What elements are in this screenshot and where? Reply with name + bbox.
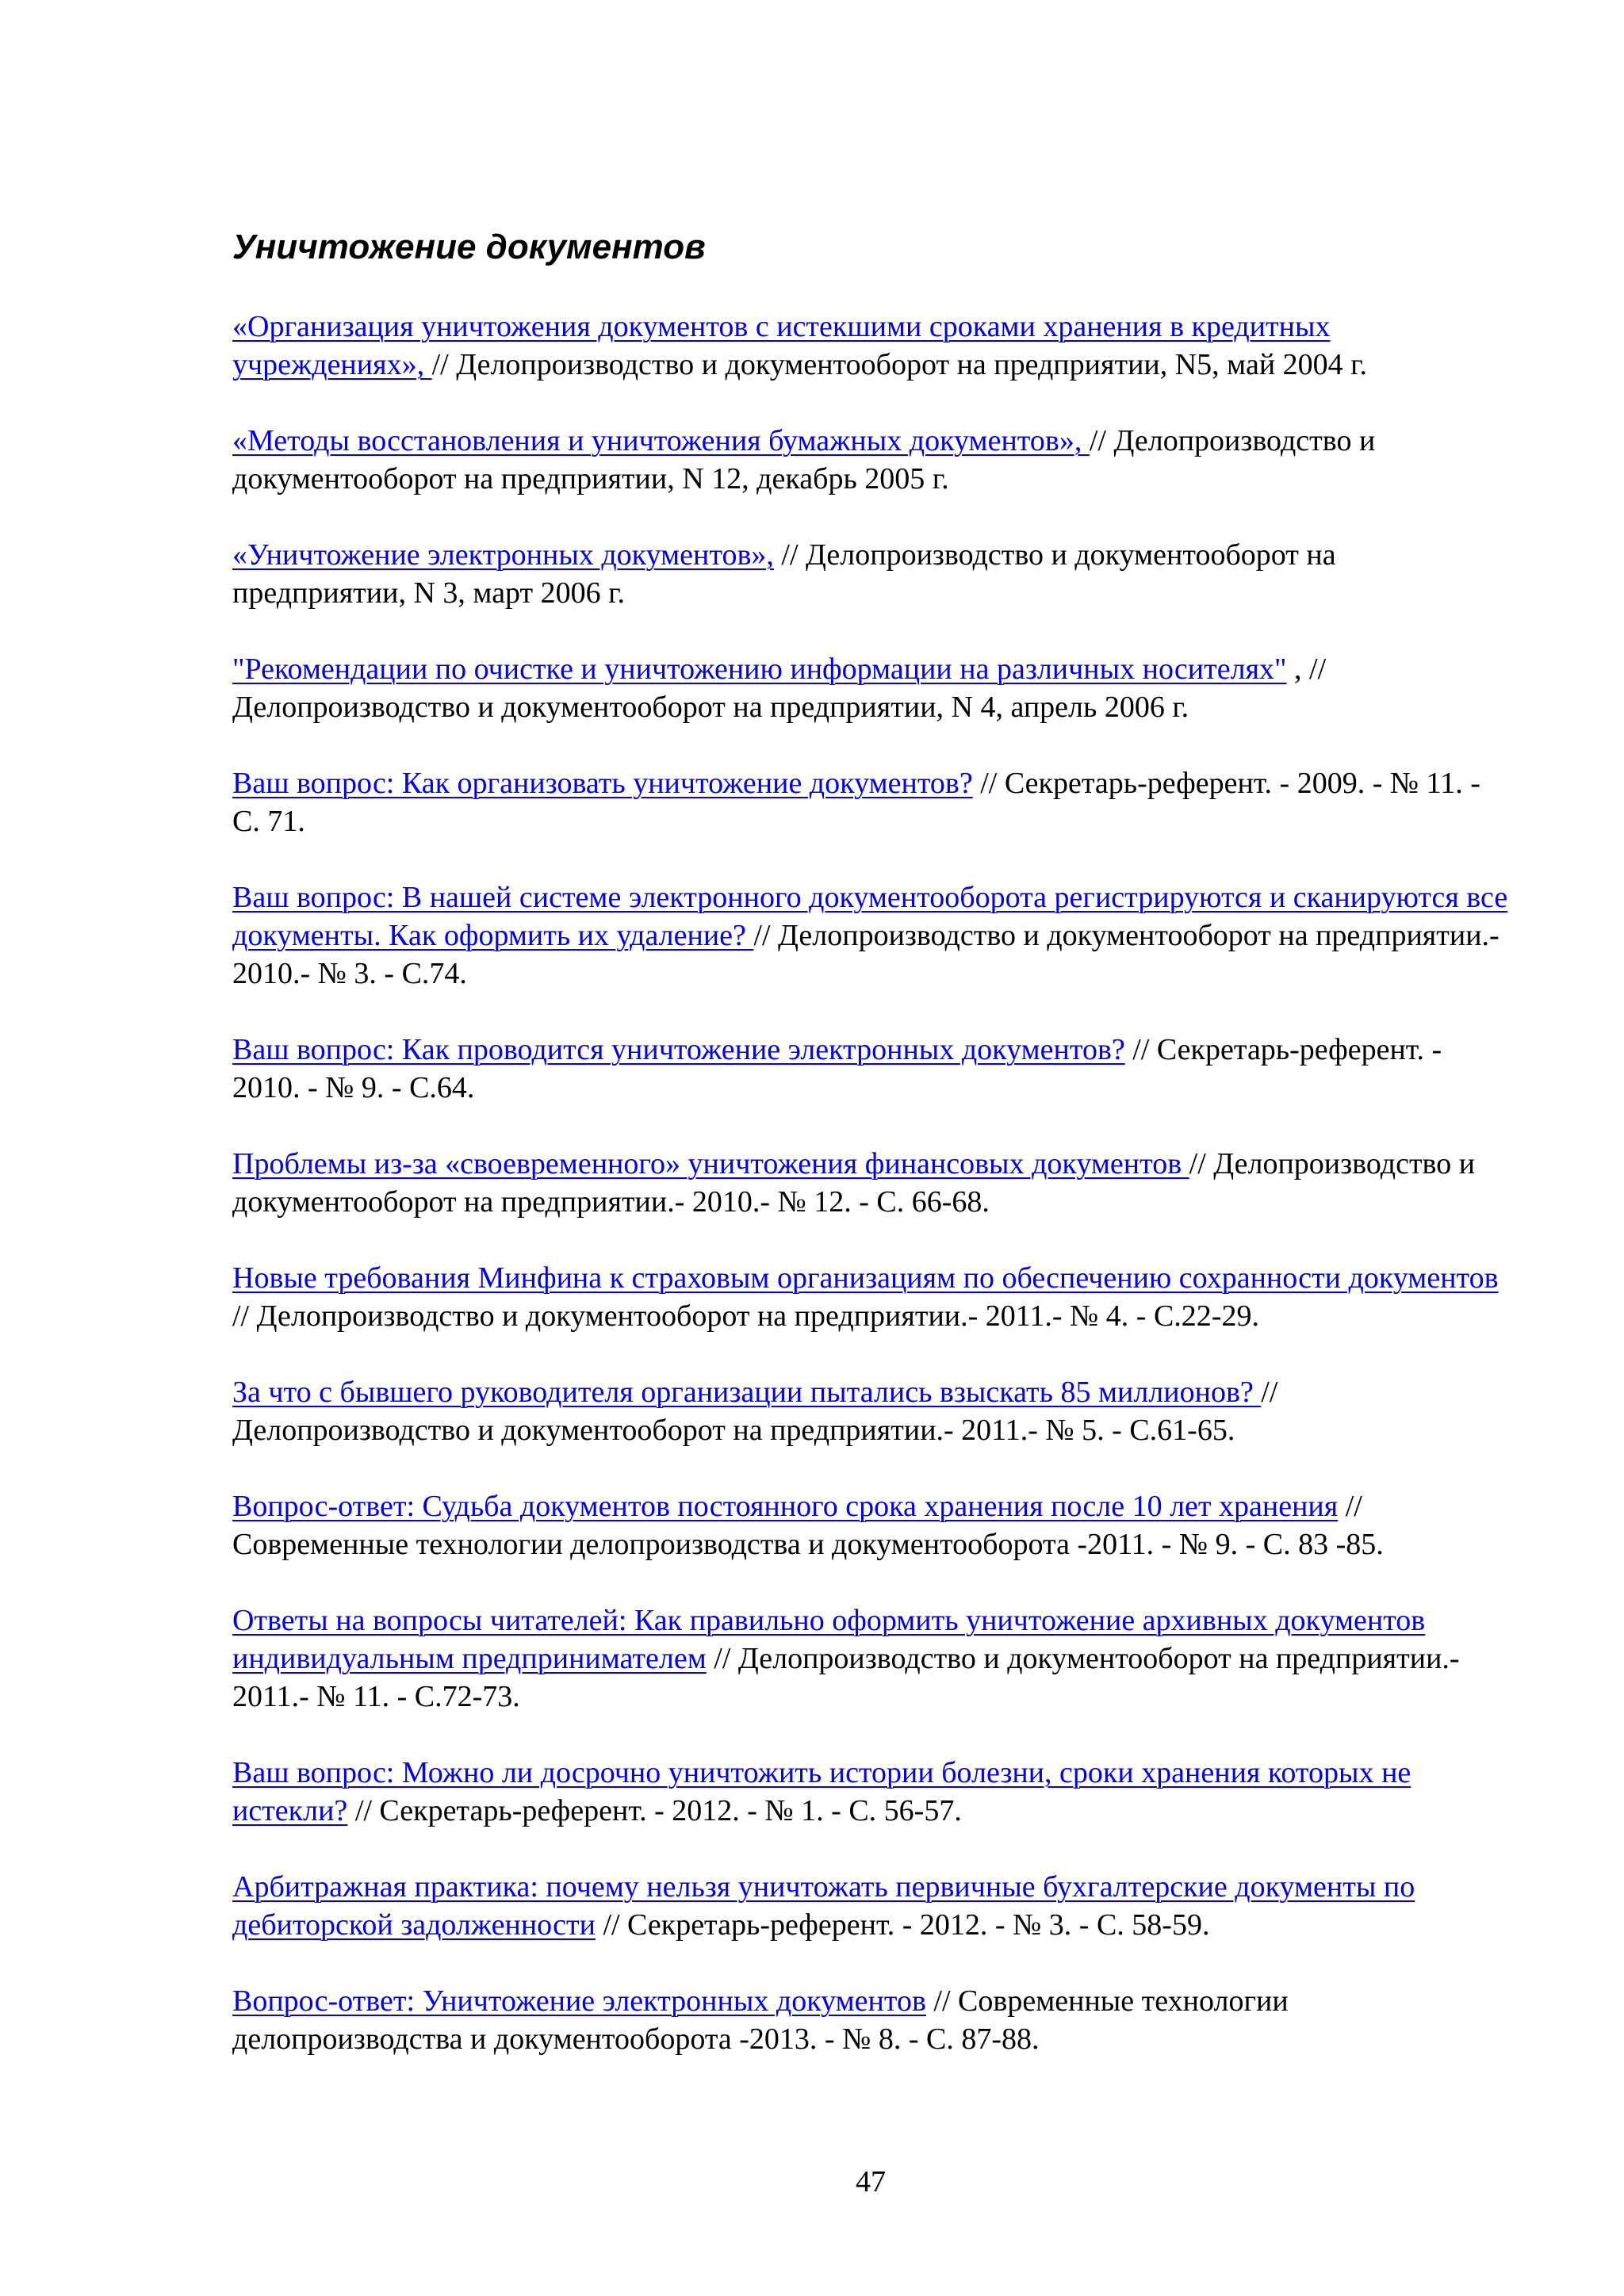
entry-citation: // Секретарь-референт. - 2012. - № 1. - С. 56-57.: [347, 1794, 962, 1827]
entry-link[interactable]: Ваш вопрос: Как проводится уничтожение электронных документов?: [232, 1033, 1125, 1066]
entry-citation: // Делопроизводство и документооборот на предприятии.- 2010.- № 12. - С. 66-68.: [232, 1147, 1476, 1219]
entry-citation: // Делопроизводство и документооборот на предприятии.- 2011.- № 5. - С.61-65.: [232, 1376, 1278, 1447]
bibliography-entry: [232, 1982, 1509, 2058]
entry-link[interactable]: Арбитражная практика: почему нельзя уничтожать первичные бухгалтерские документы по дебиторской задолженности: [232, 1870, 1415, 1942]
entry-citation: // Делопроизводство и документооборот на предприятии.- 2011.- № 11. - С.72-73.: [232, 1642, 1460, 1713]
entry-link[interactable]: «Методы восстановления и уничтожения бумажных документов»,: [232, 424, 1090, 457]
entry-link[interactable]: За что с бывшего руководителя организации пытались взыскать 85 миллионов?: [232, 1376, 1262, 1409]
entry-link[interactable]: Ваш вопрос: Как организовать уничтожение документов?: [232, 767, 973, 800]
entry-link[interactable]: Ваш вопрос: Можно ли досрочно уничтожить истории болезни, сроки хранения которых не истекли?: [232, 1756, 1411, 1827]
bibliography-entry: [232, 536, 1509, 612]
entry-link[interactable]: Вопрос-ответ: Судьба документов постоянного срока хранения после 10 лет хранения: [232, 1490, 1339, 1523]
entry-citation: // Современные технологии делопроизводства и документооборота -2011. - № 9. - С. 83 -85.: [232, 1490, 1384, 1561]
bibliography-entry: [232, 1145, 1509, 1221]
entry-citation: // Секретарь-референт. - 2009. - № 11. - С. 71.: [232, 767, 1480, 838]
bibliography-entry: [232, 650, 1509, 726]
entry-link[interactable]: Ваш вопрос: В нашей системе электронного документооборота регистрируются и сканируются все документы. Как оформить их удаление?: [232, 881, 1508, 952]
bibliography-entry: [232, 1601, 1509, 1716]
bibliography-entry: [232, 1868, 1509, 1944]
entry-citation: // Секретарь-референт. - 2012. - № 3. - С. 58-59.: [595, 1908, 1210, 1942]
section-heading: Уничтожение документов: [232, 228, 706, 266]
bibliography-entry: [232, 1031, 1509, 1107]
bibliography-entry: [232, 422, 1509, 498]
entry-link[interactable]: Вопрос-ответ: Уничтожение электронных документов: [232, 1984, 926, 2018]
entry-citation: // Делопроизводство и документооборот на предприятии, N5, май 2004 г.: [431, 348, 1367, 381]
entry-link[interactable]: Проблемы из-за «своевременного» уничтожения финансовых документов: [232, 1147, 1189, 1181]
entry-link[interactable]: «Уничтожение электронных документов»,: [232, 538, 774, 572]
entry-link[interactable]: "Рекомендации по очистке и уничтожению информации на различных носителях": [232, 652, 1287, 686]
entry-citation: // Секретарь-референт. - 2010. - № 9. - С.64.: [232, 1033, 1442, 1104]
bibliography-entry: [232, 878, 1509, 993]
entry-citation: // Делопроизводство и документооборот на предприятии.- 2011.- № 4. - С.22-29.: [232, 1299, 1259, 1333]
entry-citation: // Современные технологии делопроизводства и документооборота -2013. - № 8. - С. 87-88.: [232, 1984, 1289, 2056]
bibliography-entry: [232, 1373, 1509, 1449]
entry-citation: , // Делопроизводство и документооборот на предприятии, N 4, апрель 2006 г.: [232, 652, 1327, 724]
entry-link[interactable]: Новые требования Минфина к страховым организациям по обеспечению сохранности документов: [232, 1261, 1499, 1295]
bibliography-entry: [232, 308, 1509, 384]
entry-citation: // Делопроизводство и документооборот на предприятии, N 3, март 2006 г.: [232, 538, 1336, 610]
bibliography-entry: [232, 1259, 1509, 1335]
entry-link[interactable]: «Организация уничтожения документов с истекшими сроками хранения в кредитных учреждениях»,: [232, 310, 1331, 381]
bibliography-entry: [232, 764, 1509, 840]
bibliography-entry: [232, 1487, 1509, 1563]
entry-link[interactable]: Ответы на вопросы читателей: Как правильно оформить уничтожение архивных документов индивидуальным предпринимателем: [232, 1604, 1426, 1675]
bibliography-entry: [232, 1754, 1509, 1830]
entry-citation: // Делопроизводство и документооборот на предприятии.- 2010.- № 3. - С.74.: [232, 919, 1500, 990]
page-number: 47: [856, 2165, 886, 2198]
entry-citation: // Делопроизводство и документооборот на предприятии, N 12, декабрь 2005 г.: [232, 424, 1376, 496]
bibliography-list: [232, 308, 1509, 2096]
